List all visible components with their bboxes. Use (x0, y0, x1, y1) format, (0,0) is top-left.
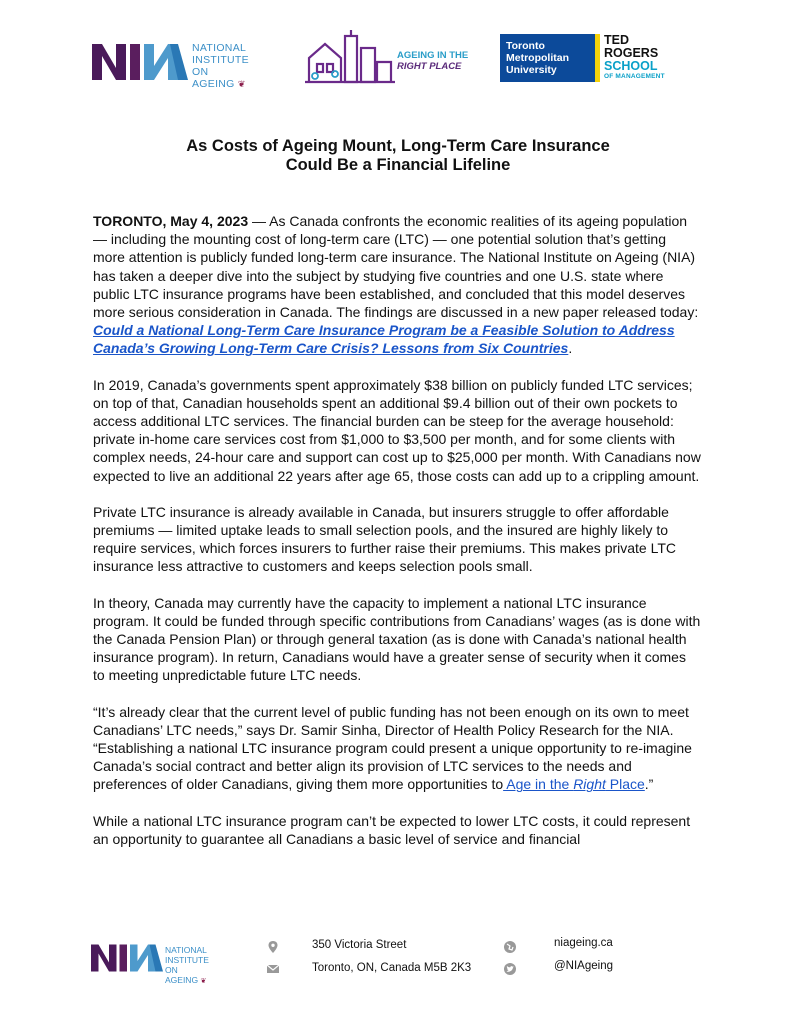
link-part-b: Right (573, 776, 606, 793)
trs-logo-line4: OF MANAGEMENT (604, 73, 665, 80)
twitter-icon (503, 962, 517, 976)
paragraph-1-end: . (568, 340, 573, 357)
nia-logo-text (192, 42, 249, 90)
footer-maple-leaf-icon: ❦ (200, 978, 207, 985)
title-line1: As Costs of Ageing Mount, Long-Term Care Insurance (186, 137, 610, 155)
page-header (0, 28, 796, 98)
paragraph-2: In 2019, Canada’s governments spent approximately $38 billion on publicly funded LTC services; on top of that, Canadian households spent an additional $9.4 billion out of their own pockets to access additional LTC services. The financial burden can be steep for the average household: private in-home care services cost from $1,000 to $3,500 per month, and for some clients with complex needs, 24-hour care and support can cost up to $25,000 per month. With Canadians now expected to live an additional 22 years after age 65, those costs can add up to a crippling amount. (93, 376, 701, 484)
footer-nia-line2: INSTITUTE (165, 955, 209, 965)
paper-link[interactable]: Could a National Long-Term Care Insurance Program be a Feasible Solution to Address Canada’s Growing Long-Term Care Crisis? Lessons from Six Countries (93, 322, 675, 357)
tmu-logo-bar (595, 34, 600, 82)
page-title (60, 137, 736, 175)
mail-icon (266, 962, 280, 976)
tmu-logo (500, 34, 595, 82)
tmu-logo-line2: Metropolitan (506, 52, 569, 64)
paragraph-5-text: “It’s already clear that the current level of public funding has not been enough on its own to meet Canadians’ LTC needs,” says Dr. Samir Sinha, Director of Health Policy Research for the NIA. “Establishing a national LTC insurance program could present a unique opportunity to re-imagine Canada’s social contract and better align its provision of LTC services to the needs and preferences of older Canadians, giving them more opportunities to (93, 703, 692, 793)
maple-leaf-icon: ❦ (237, 79, 246, 89)
tmu-logo-line1: Toronto (506, 40, 545, 52)
paragraph-1 (93, 212, 701, 358)
nia-logo-line2: INSTITUTE (192, 54, 249, 66)
paragraph-3: Private LTC insurance is already available in Canada, but insurers struggle to offer affordable premiums — limited uptake leads to small selection pools, and the insured are highly likely to require services, which forces insurers to further raise their premiums. This makes private LTC insurance less attractive to customers and keeps selection pools small. (93, 503, 677, 575)
nia-logo-line1: NATIONAL (192, 42, 247, 54)
paragraph-5 (93, 703, 701, 794)
globe-icon (503, 940, 517, 954)
website-link[interactable]: niageing.ca (554, 937, 613, 949)
footer-nia-line3: ON AGEING (165, 965, 199, 985)
address-line1: 350 Victoria Street (312, 939, 407, 951)
link-part-a: Age in the (503, 776, 574, 793)
ted-rogers-logo (604, 34, 665, 81)
age-in-right-place-link[interactable] (503, 776, 645, 792)
page-footer (0, 932, 796, 992)
ageing-in-right-place-logo (305, 28, 469, 91)
dateline: TORONTO, May 4, 2023 (93, 213, 249, 229)
city-skyline-icon (305, 28, 395, 86)
paragraph-4: In theory, Canada may currently have the capacity to implement a national LTC insurance program. It could be funded through specific contributions from Canadians’ wages (as is done with the Canada Pension Plan) or through general taxation (as is done with Canada’s national health insurance program). In return, Canadians would have a greater sense of security when it comes to meeting unpredictable future LTC needs. (93, 594, 701, 684)
link-part-c: Place (605, 776, 645, 793)
address-line2: Toronto, ON, Canada M5B 2K3 (312, 962, 472, 974)
twitter-handle-link[interactable]: @NIAgeing (554, 960, 613, 972)
title-line2: Could Be a Financial Lifeline (285, 156, 511, 174)
paragraph-6: While a national LTC insurance program can’t be expected to lower LTC costs, it could represent an opportunity to guarantee all Canadians a basic level of service and financial (93, 812, 691, 847)
tmu-logo-line3: University (506, 64, 557, 76)
footer-nia-logo-mark (91, 942, 163, 974)
paragraph-5-end: .” (644, 776, 654, 793)
paragraph-1-text: — As Canada confronts the economic realities of its ageing population — including the mounting cost of long-term care (LTC) — one potential solution that’s getting more attention is publicly funded long-term care insurance. The National Institute on Ageing (NIA) has taken a deeper dive into the subject by studying five countries and one U.S. state where public LTC insurance programs have been established, and concluded that this model deserves more serious consideration in Canada. The findings are discussed in a new paper released today: (93, 213, 699, 321)
footer-nia-logo-text (165, 945, 209, 987)
nia-logo (92, 42, 249, 90)
nia-logo-line3: ON AGEING (192, 66, 235, 90)
article-body (93, 212, 701, 866)
trs-logo-line3: SCHOOL (604, 59, 658, 73)
trs-logo-line2: ROGERS (604, 46, 659, 60)
ageing-logo-text (397, 50, 468, 72)
location-pin-icon (266, 940, 280, 954)
ageing-logo-line1: AGEING IN THE (397, 50, 469, 61)
footer-nia-logo (91, 942, 209, 985)
nia-logo-mark (92, 42, 188, 82)
trs-logo-line1: TED (604, 33, 629, 47)
ageing-logo-line2: RIGHT PLACE (397, 61, 462, 72)
footer-nia-line1: NATIONAL (165, 945, 207, 955)
tmu-logo-text (506, 40, 569, 76)
